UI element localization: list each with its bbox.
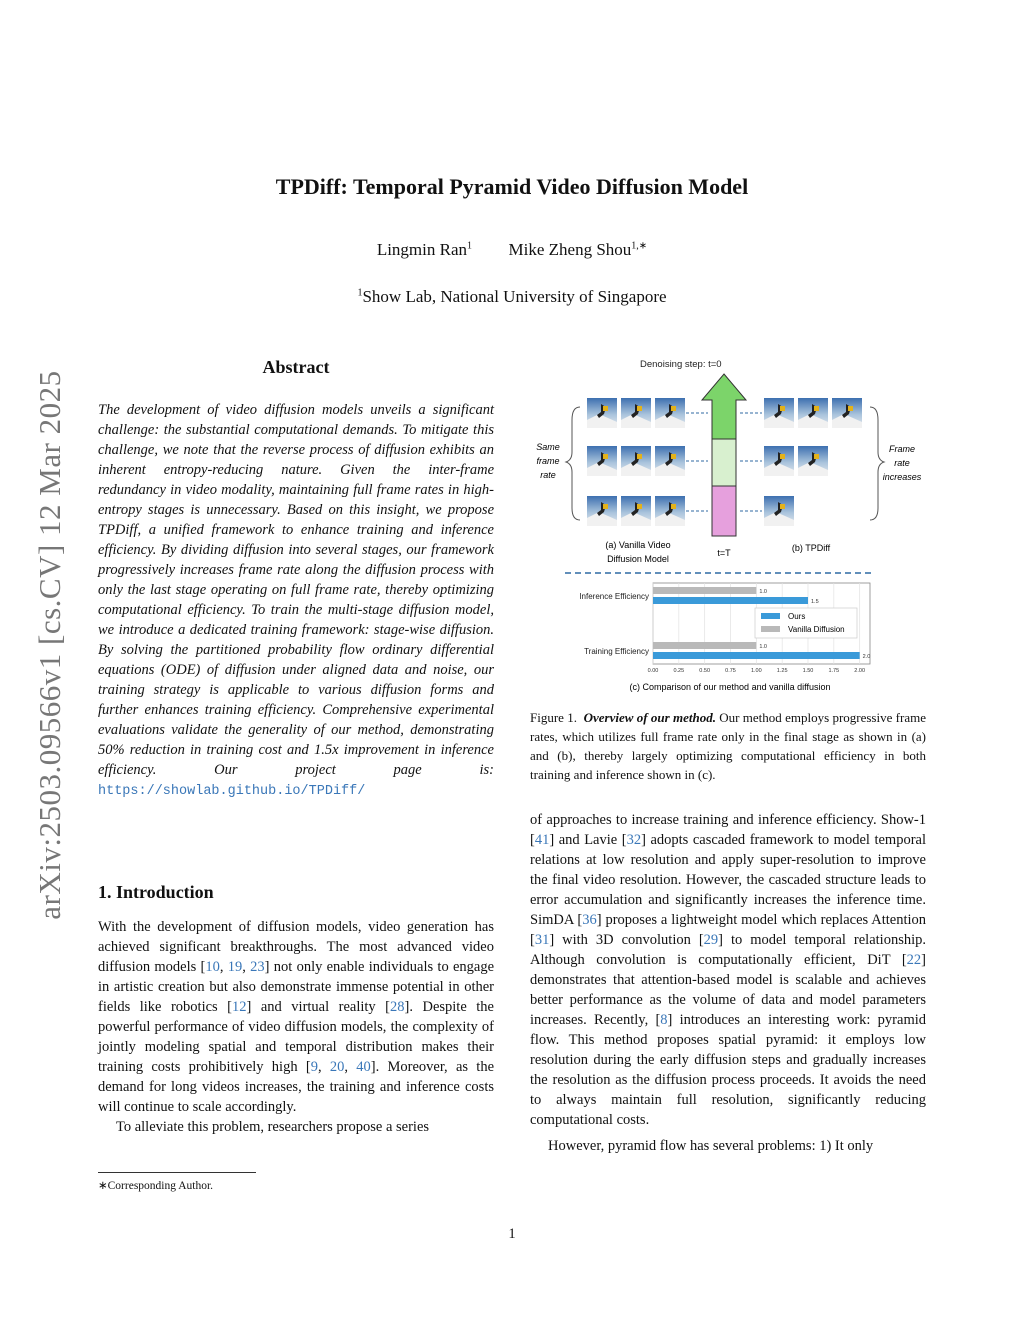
figure-subcaption-c: (c) Comparison of our method and vanilla diffusion bbox=[629, 682, 831, 692]
citation-link[interactable]: 20 bbox=[329, 1059, 345, 1075]
intro-body bbox=[98, 917, 494, 1137]
citation-link[interactable]: 40 bbox=[356, 1059, 371, 1075]
author-list bbox=[0, 240, 1024, 260]
author-affil-mark: 1,∗ bbox=[631, 240, 648, 252]
author-name: Lingmin Ran bbox=[376, 240, 468, 259]
tpdiff-frames bbox=[764, 398, 862, 526]
svg-text:Same: Same bbox=[536, 442, 560, 452]
vanilla-frames bbox=[587, 398, 685, 526]
author-name: Mike Zheng Shou bbox=[508, 240, 632, 259]
page-number: 1 bbox=[508, 1226, 516, 1242]
citation-link[interactable]: 22 bbox=[906, 952, 922, 968]
svg-text:increases: increases bbox=[882, 472, 922, 482]
x-tick-label: 0.25 bbox=[673, 668, 685, 674]
chart-tick-labels bbox=[648, 668, 865, 674]
svg-text:frame: frame bbox=[536, 456, 560, 466]
x-tick-label: 1.00 bbox=[750, 668, 762, 674]
project-page-link[interactable]: https://showlab.github.io/TPDiff/ bbox=[98, 784, 366, 799]
category-label: Training Efficiency bbox=[584, 647, 649, 656]
legend-swatch-vanilla bbox=[761, 626, 780, 632]
paragraph: To alleviate this problem, researchers propose a series bbox=[116, 1119, 430, 1135]
legend-swatch-ours bbox=[761, 613, 780, 619]
affiliation: $^1$Show Lab, National University of Singapore bbox=[357, 287, 667, 306]
bar-value-label: 1.0 bbox=[759, 644, 767, 650]
label-t-T: t=T bbox=[717, 548, 731, 558]
citation-link[interactable]: 10 bbox=[205, 959, 220, 975]
bar-ours bbox=[653, 597, 808, 604]
author-affil-mark: 1 bbox=[467, 240, 473, 252]
footnote: ∗Corresponding Author. bbox=[98, 1180, 214, 1192]
legend-label-ours: Ours bbox=[788, 612, 806, 621]
bar-vanilla bbox=[653, 587, 756, 594]
bar-value-label: 1.5 bbox=[811, 599, 819, 605]
svg-text:(a) Vanilla Video: (a) Vanilla Video bbox=[605, 540, 671, 550]
section-heading: 1. Introduction bbox=[98, 882, 214, 902]
label-vanilla bbox=[605, 540, 670, 564]
denoise-label: Denoising step: t=0 bbox=[640, 359, 722, 370]
paper-title: TPDiff: Temporal Pyramid Video Diffusion Model bbox=[275, 174, 749, 199]
arxiv-identifier: arXiv:2503.09566v1 [cs.CV] 12 Mar 2025 bbox=[32, 370, 67, 920]
label-tpdiff: (b) TPDiff bbox=[791, 543, 831, 553]
citation-link[interactable]: 19 bbox=[227, 959, 243, 975]
right-column-body bbox=[530, 810, 926, 1156]
x-tick-label: 2.00 bbox=[854, 668, 866, 674]
bar-ours bbox=[653, 652, 860, 659]
bar-vanilla bbox=[653, 642, 756, 649]
paragraph: of approaches to increase training and inference efficiency. Show-1 [41] and Lavie [32] adopts cascaded framework to model temporal relations at low resolution and apply super-resolution to improve the final video resolution. However, the cascaded structure leads to error accumulation and significantly increases the inference time. SimDA [36] proposes a lightweight model which replaces Attention [31] with 3D convolution [29] to model temporal relationship. Although convolution is computationally efficient, DiT [22] demonstrates that attention-based model is scalable and achieves better performance as the volume of data and model parameters increases. Recently, [8] introduces an interesting work: pyramid flow. This method proposes spatial pyramid: it employs low resolution during the early diffusion steps and gradually increases the resolution as the diffusion process proceeds. It avoids the need to always maintain full resolution, significantly reducing computational costs. bbox=[530, 812, 927, 1128]
x-tick-label: 1.25 bbox=[776, 668, 788, 674]
x-tick-label: 1.75 bbox=[828, 668, 840, 674]
citation-link[interactable]: 31 bbox=[534, 932, 550, 948]
chart-category-labels bbox=[579, 592, 649, 656]
x-tick-label: 0.00 bbox=[647, 668, 659, 674]
frame-rate-increases-label bbox=[883, 444, 922, 482]
footnote-rule bbox=[98, 1172, 256, 1173]
svg-text:Frame: Frame bbox=[888, 444, 916, 454]
citation-link[interactable]: 29 bbox=[703, 932, 719, 948]
denoise-arrow bbox=[702, 374, 746, 536]
citation-link[interactable]: 28 bbox=[390, 999, 405, 1015]
citation-link[interactable]: 32 bbox=[626, 832, 642, 848]
chart-legend bbox=[755, 608, 857, 638]
overview-figure bbox=[530, 352, 926, 697]
right-brace bbox=[870, 407, 884, 520]
svg-text:Diffusion Model: Diffusion Model bbox=[607, 554, 669, 564]
paragraph: However, pyramid flow has several problems: 1) It only bbox=[548, 1138, 874, 1154]
bar-value-label: 2.0 bbox=[862, 654, 871, 660]
abstract-text: The development of video diffusion models unveils a significant challenge: the substantial computational demands. To mitigate this challenge, we note that the reverse process of diffusion exhibits an inherent entropy-reducing nature. Given the inter-frame redundancy in video modality, maintaining full frame rates in high-entropy stages is unnecessary. Based on this insight, we propose TPDiff, a unified framework to enhance training and inference efficiency. By dividing diffusion into several stages, our framework progressively increases frame rate along the diffusion process with only the last stage operating on full frame rate, thereby optimizing computational efficiency. To train the multi-stage diffusion model, we introduce a dedicated training framework: stage-wise diffusion. By solving the partitioned probability flow ordinary differential equations (ODE) of diffusion under aligned data and noise, our training strategy is applicable to various diffusion forms and further enhances training efficiency. Comprehensive experimental evaluations validate the generality of our method, demonstrating 50% reduction in training cost and 1.5x improvement in inference efficiency. Our project page is: https://showlab.github.io/TPDiff/ bbox=[98, 402, 494, 799]
citation-link[interactable]: 41 bbox=[534, 832, 550, 848]
x-tick-label: 0.75 bbox=[725, 668, 736, 674]
svg-text:rate: rate bbox=[540, 470, 556, 480]
figure-caption: Figure 1. Overview of our method. Our method employs progressive frame rates, which utilizes full frame rate only in the final stage as shown in (a) and (b), thereby largely optimizing computational efficiency in both training and inference shown in (c). bbox=[530, 710, 926, 782]
citation-link[interactable]: 23 bbox=[250, 959, 265, 975]
paragraph: With the development of diffusion models, video generation has achieved significant breakthroughs. The most advanced video diffusion models [10, 19, 23] not only enable individuals to engage in artistic creation but also demonstrate immense potential in other fields like robotics [12] and virtual reality [28]. Despite the powerful performance of video diffusion models, the complexity of jointly modeling spatial and temporal distribution makes their training costs prohibitively high [9, 20, 40]. Moreover, as the demand for long videos increases, the training and inference costs will continue to scale accordingly. bbox=[98, 919, 495, 1115]
x-tick-label: 0.50 bbox=[699, 668, 711, 674]
abstract-heading: Abstract bbox=[262, 357, 330, 377]
category-label: Inference Efficiency bbox=[579, 592, 649, 601]
citation-link[interactable]: 9 bbox=[310, 1059, 318, 1075]
left-brace bbox=[566, 407, 580, 520]
citation-link[interactable]: 8 bbox=[660, 1012, 668, 1028]
legend-label-vanilla: Vanilla Diffusion bbox=[788, 625, 845, 634]
svg-text:rate: rate bbox=[894, 458, 910, 468]
citation-link[interactable]: 12 bbox=[232, 999, 247, 1015]
x-tick-label: 1.50 bbox=[802, 668, 814, 674]
bar-value-label: 1.0 bbox=[759, 589, 767, 595]
citation-link[interactable]: 36 bbox=[582, 912, 597, 928]
same-frame-rate-label bbox=[536, 442, 560, 480]
